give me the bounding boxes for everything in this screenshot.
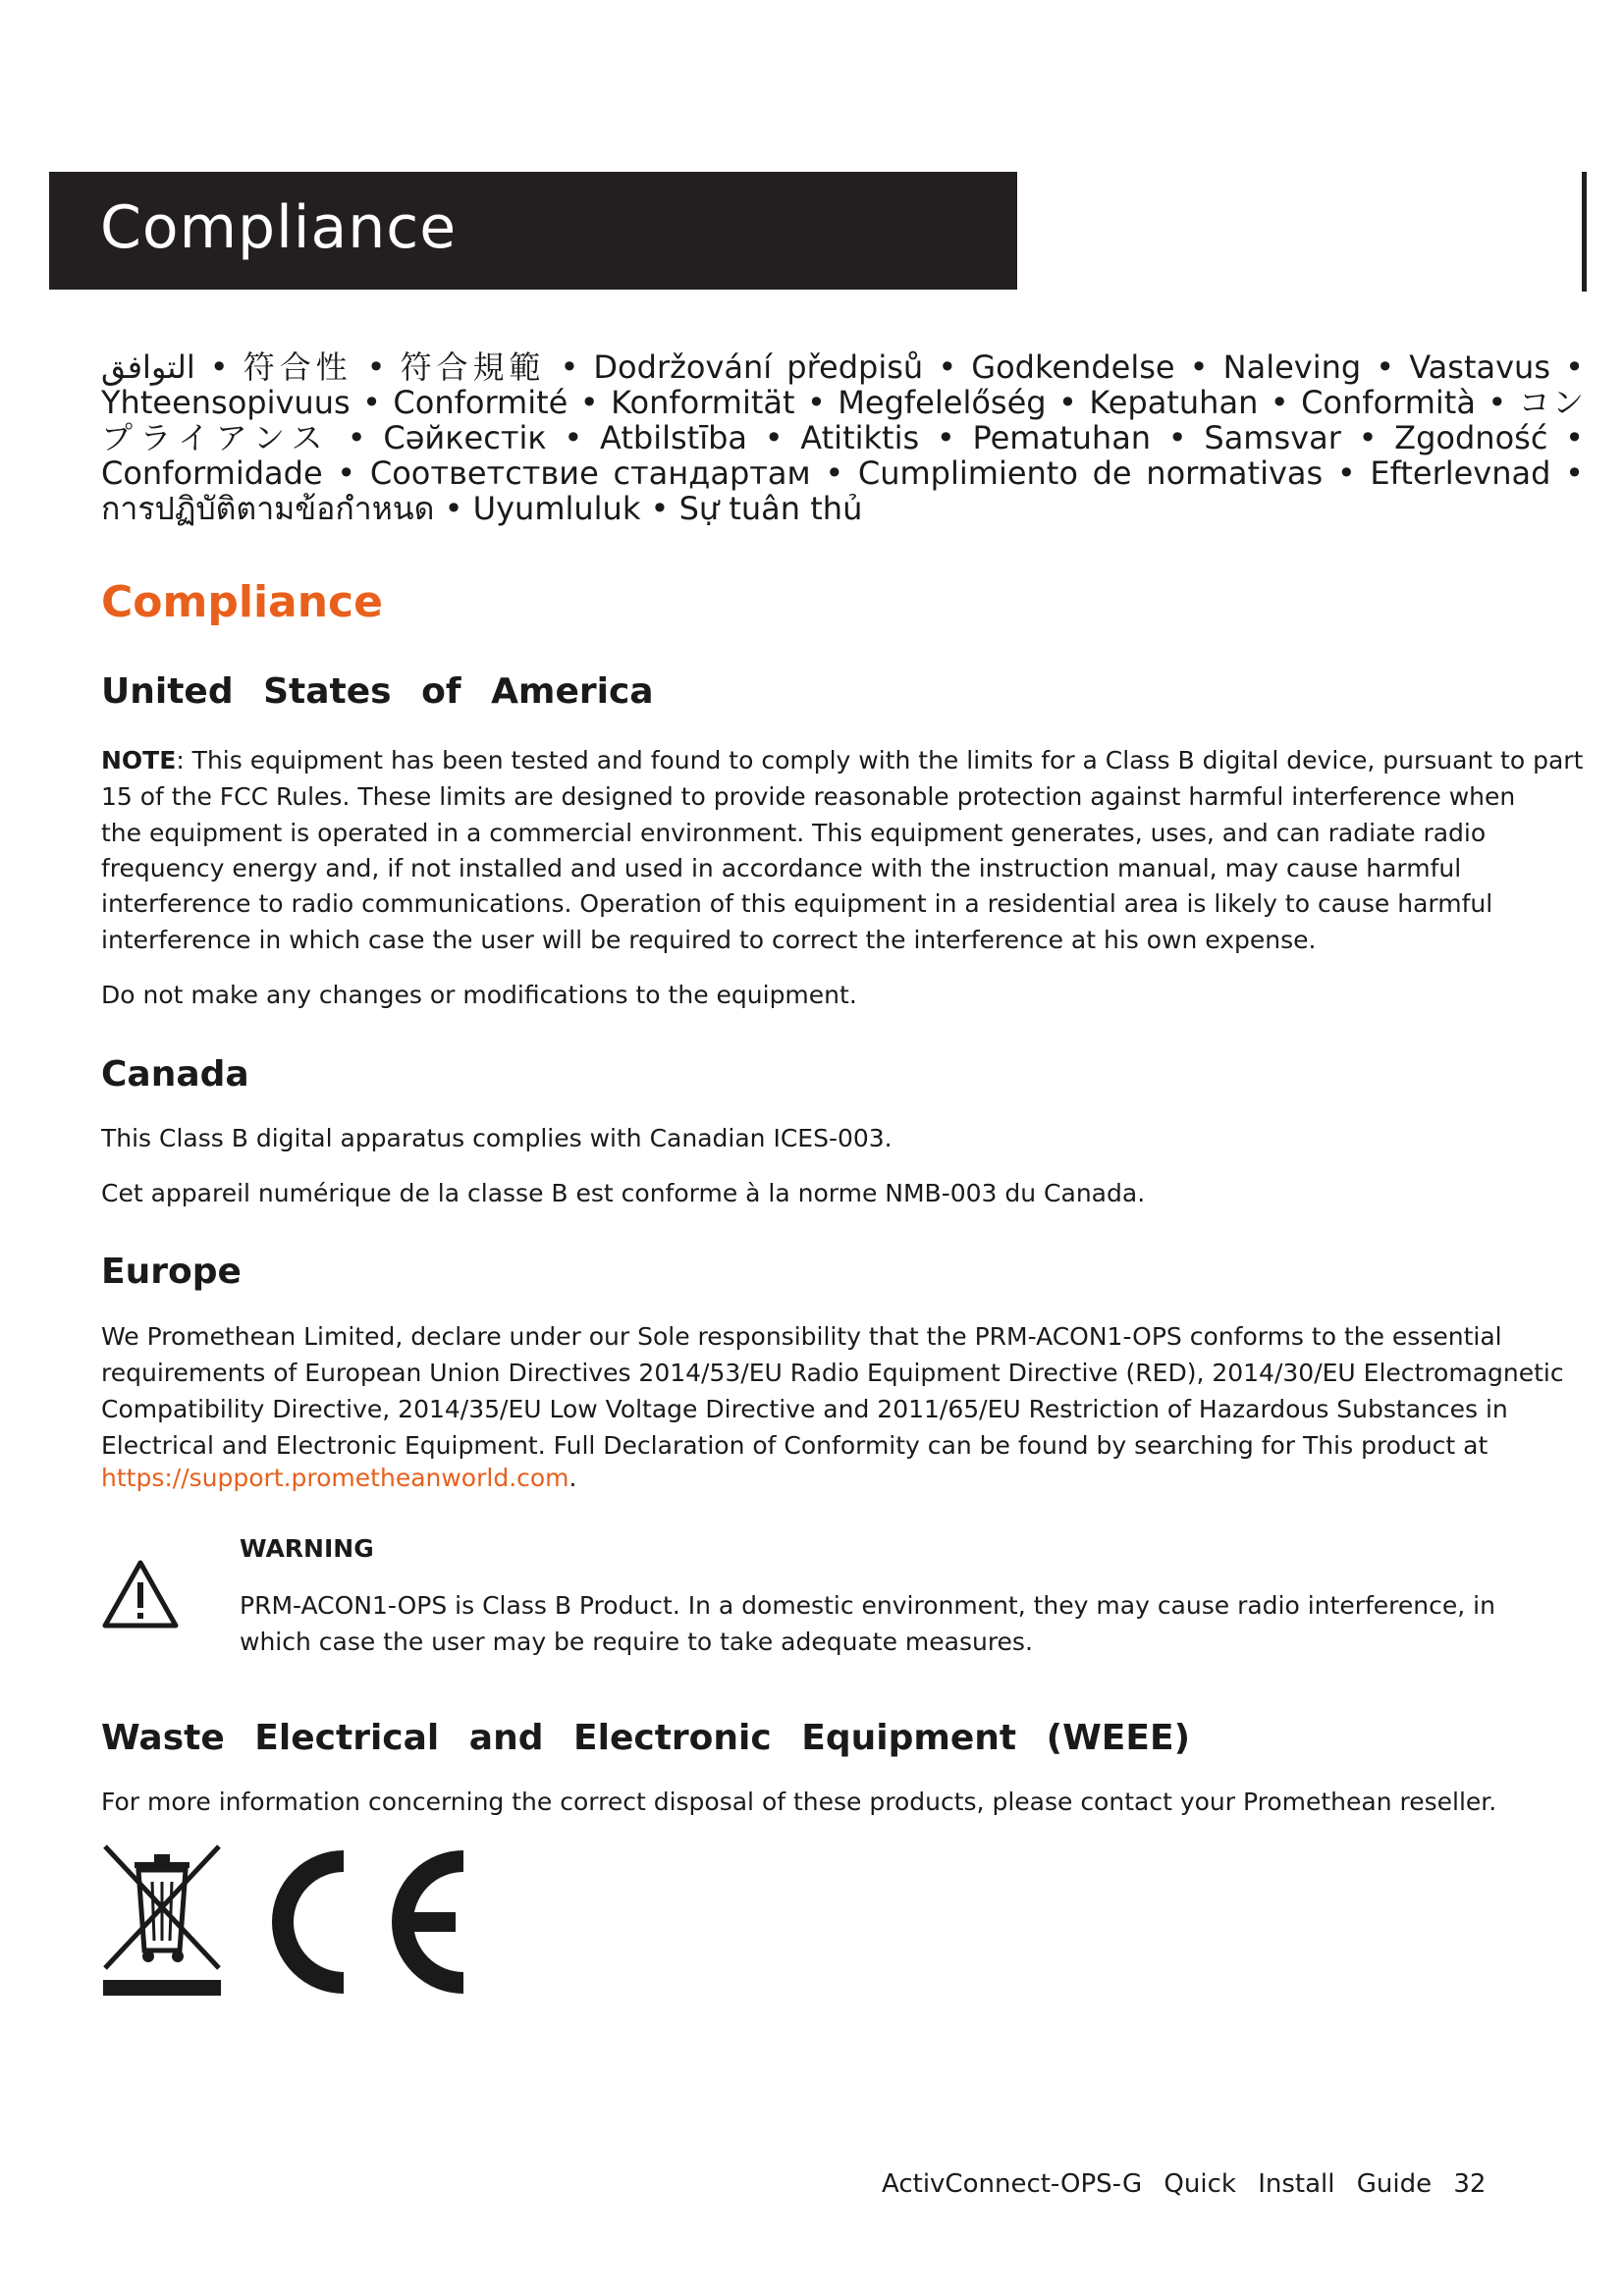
europe-line-2: requirements of European Union Directives 2014/53/EU Radio Equipment Directive (RED), 2014/30/EU Electromagnetic (101, 1359, 1564, 1387)
warning-text (240, 1587, 1584, 1660)
page-title: Compliance (100, 193, 458, 262)
canada-french: Cet appareil numérique de la classe B est conforme à la norme NMB-003 du Canada. (101, 1179, 1146, 1207)
europe-link-line (101, 1460, 1584, 1496)
canada-english: This Class B digital apparatus complies with Canadian ICES-003. (101, 1124, 893, 1152)
usa-note-line-4: frequency energy and, if not installed and used in accordance with the instruction manual, may cause harmful (101, 854, 1462, 882)
usa-note-line-6: interference in which case the user will be required to correct the interference at his own expense. (101, 926, 1317, 954)
usa-note-line-3: the equipment is operated in a commercial environment. This equipment generates, uses, and can radiate radio (101, 819, 1487, 847)
usa-note-line-1 (101, 742, 1584, 778)
europe-heading: Europe (101, 1252, 242, 1292)
usa-note-line-5: interference to radio communications. Operation of this equipment in a residential area is likely to cause harmful (101, 889, 1493, 918)
header-banner (49, 172, 1017, 290)
europe-line-4: Electrical and Electronic Equipment. Full Declaration of Conformity can be found by searching for This product at (101, 1431, 1489, 1460)
warning-icon (101, 1559, 180, 1629)
warning-line-2: which case the user may be require to take adequate measures. (240, 1628, 1033, 1656)
weee-crossed-bin-icon (101, 1842, 223, 2000)
usa-note-line-2: 15 of the FCC Rules. These limits are designed to provide reasonable protection against harmful interference when (101, 782, 1516, 811)
europe-line-1: We Promethean Limited, declare under our Sole responsibility that the PRM-ACON1-OPS conforms to the essential (101, 1322, 1502, 1351)
multilingual-compliance-text: التوافق • 符合性 • 符合規範 • Dodržování předpisů • Godkendelse • Naleving • Vastavus • Yhteensopivuus • Conformité • Konformität • Megfelelőség • Kepatuhan • Conformità • コンプライアンス • Сәйкестік • Atbilstība • Atitiktis • Pematuhan • Samsvar • Zgodność • Conformidade • Соответствие стандартам • Cumplimiento de normativas • Efterlevnad • การปฏิบัติตามข้อกำหนด • Uyumluluk • Sự tuân thủ (101, 348, 1584, 527)
note-label: NOTE (101, 746, 177, 774)
ce-mark-icon (245, 1843, 471, 2001)
weee-heading: Waste Electrical and Electronic Equipment (WEEE) (101, 1718, 1191, 1758)
canada-heading: Canada (101, 1054, 249, 1095)
warning-line-1: PRM-ACON1-OPS is Class B Product. In a domestic environment, they may cause radio interference, in (240, 1591, 1495, 1620)
usa-heading: United States of America (101, 671, 654, 712)
usa-changes-note: Do not make any changes or modifications to the equipment. (101, 981, 857, 1009)
usa-note-line-1-text: : This equipment has been tested and found to comply with the limits for a Class B digital device, pursuant to part (176, 746, 1584, 774)
support-link[interactable]: https://support.prometheanworld.com (101, 1464, 569, 1492)
warning-label: WARNING (240, 1534, 374, 1563)
header-divider (1582, 172, 1587, 292)
weee-text: For more information concerning the correct disposal of these products, please contact your Promethean reseller. (101, 1788, 1497, 1816)
link-suffix: . (568, 1464, 577, 1492)
page-footer: ActivConnect-OPS-G Quick Install Guide 32 (882, 2169, 1487, 2199)
section-title: Compliance (101, 577, 383, 627)
europe-line-3: Compatibility Directive, 2014/35/EU Low Voltage Directive and 2011/65/EU Restriction of Hazardous Substances in (101, 1395, 1508, 1423)
